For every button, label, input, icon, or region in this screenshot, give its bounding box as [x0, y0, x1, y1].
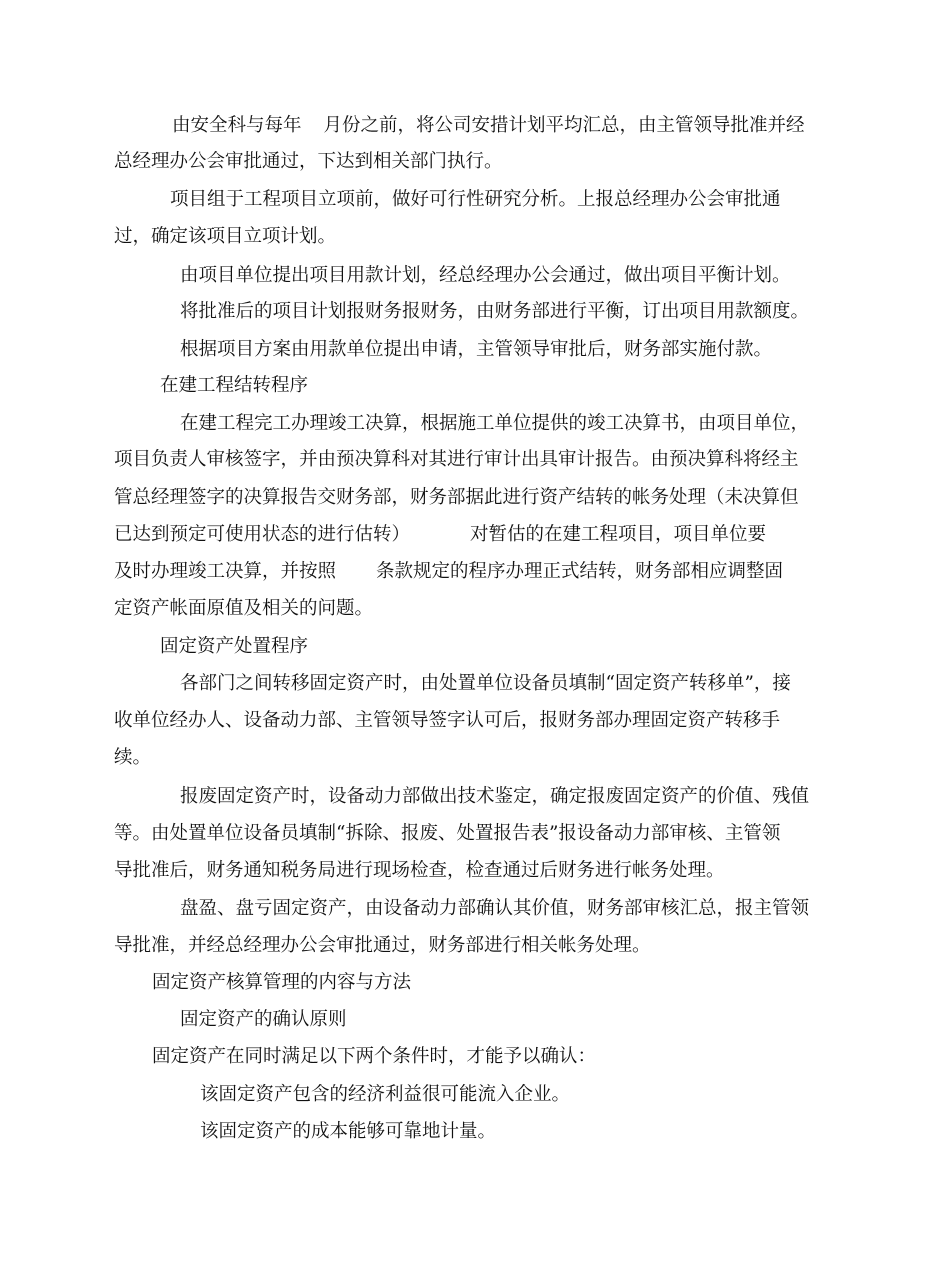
paragraph-line: 导批准后，财务通知税务局进行现场检查，检查通过后财务进行帐务处理。 — [114, 860, 725, 881]
paragraph-line: 收单位经办人、设备动力部、主管领导签字认可后，报财务部办理固定资产转移手 — [114, 710, 781, 731]
paragraph-line: 报废固定资产时，设备动力部做出技术鉴定，确定报废固定资产的价值、残值 — [180, 786, 810, 807]
paragraph-line: 已达到预定可使用状态的进行估转） 对暂估的在建工程项目，项目单位要 — [114, 524, 767, 545]
paragraph-line: 定资产帐面原值及相关的问题。 — [114, 598, 374, 619]
paragraph-line: 续。 — [114, 747, 152, 768]
section-heading: 固定资产处置程序 — [160, 636, 309, 657]
paragraph-line: 及时办理竣工决算，并按照 条款规定的程序办理正式结转，财务部相应调整固 — [114, 561, 784, 582]
paragraph-line: 管总经理签字的决算报告交财务部，财务部据此进行资产结转的帐务处理（未决算但 — [114, 487, 799, 508]
subsection-heading: 固定资产的确认原则 — [180, 1009, 347, 1030]
paragraph-line: 各部门之间转移固定资产时，由处置单位设备员填制“固定资产转移单”，接 — [180, 673, 791, 694]
paragraph-line: 项目组于工程项目立项前，做好可行性研究分析。上报总经理办公会审批通 — [170, 189, 781, 210]
paragraph-line: 等。由处置单位设备员填制“拆除、报废、处置报告表”报设备动力部审核、主管领 — [114, 823, 781, 844]
list-item: 该固定资产包含的经济利益很可能流入企业。 — [200, 1084, 571, 1105]
paragraph-line: 在建工程完工办理竣工决算，根据施工单位提供的竣工决算书，由项目单位， — [180, 413, 810, 434]
paragraph-line: 根据项目方案由用款单位提出申请，主管领导审批后，财务部实施付款。 — [180, 339, 773, 360]
paragraph-line: 由安全科与每年 月份之前，将公司安措计划平均汇总，由主管领导批准并经 — [172, 115, 805, 136]
list-item: 该固定资产的成本能够可靠地计量。 — [200, 1121, 497, 1142]
paragraph-line: 固定资产在同时满足以下两个条件时，才能予以确认： — [152, 1046, 597, 1067]
paragraph-line: 将批准后的项目计划报财务报财务，由财务部进行平衡，订出项目用款额度。 — [180, 301, 810, 322]
paragraph-line: 导批准，并经总经理办公会审批通过，财务部进行相关帐务处理。 — [114, 935, 651, 956]
section-heading: 在建工程结转程序 — [160, 375, 309, 396]
paragraph-line: 总经理办公会审批通过，下达到相关部门执行。 — [114, 151, 503, 172]
paragraph-line: 由项目单位提出项目用款计划，经总经理办公会通过，做出项目平衡计划。 — [180, 265, 791, 286]
paragraph-line: 过，确定该项目立项计划。 — [114, 226, 337, 247]
paragraph-line: 项目负责人审核签字，并由预决算科对其进行审计出具审计报告。由预决算科将经主 — [114, 449, 799, 470]
paragraph-line: 盘盈、盘亏固定资产，由设备动力部确认其价值，财务部审核汇总，报主管领 — [180, 898, 810, 919]
section-heading: 固定资产核算管理的内容与方法 — [152, 972, 412, 993]
